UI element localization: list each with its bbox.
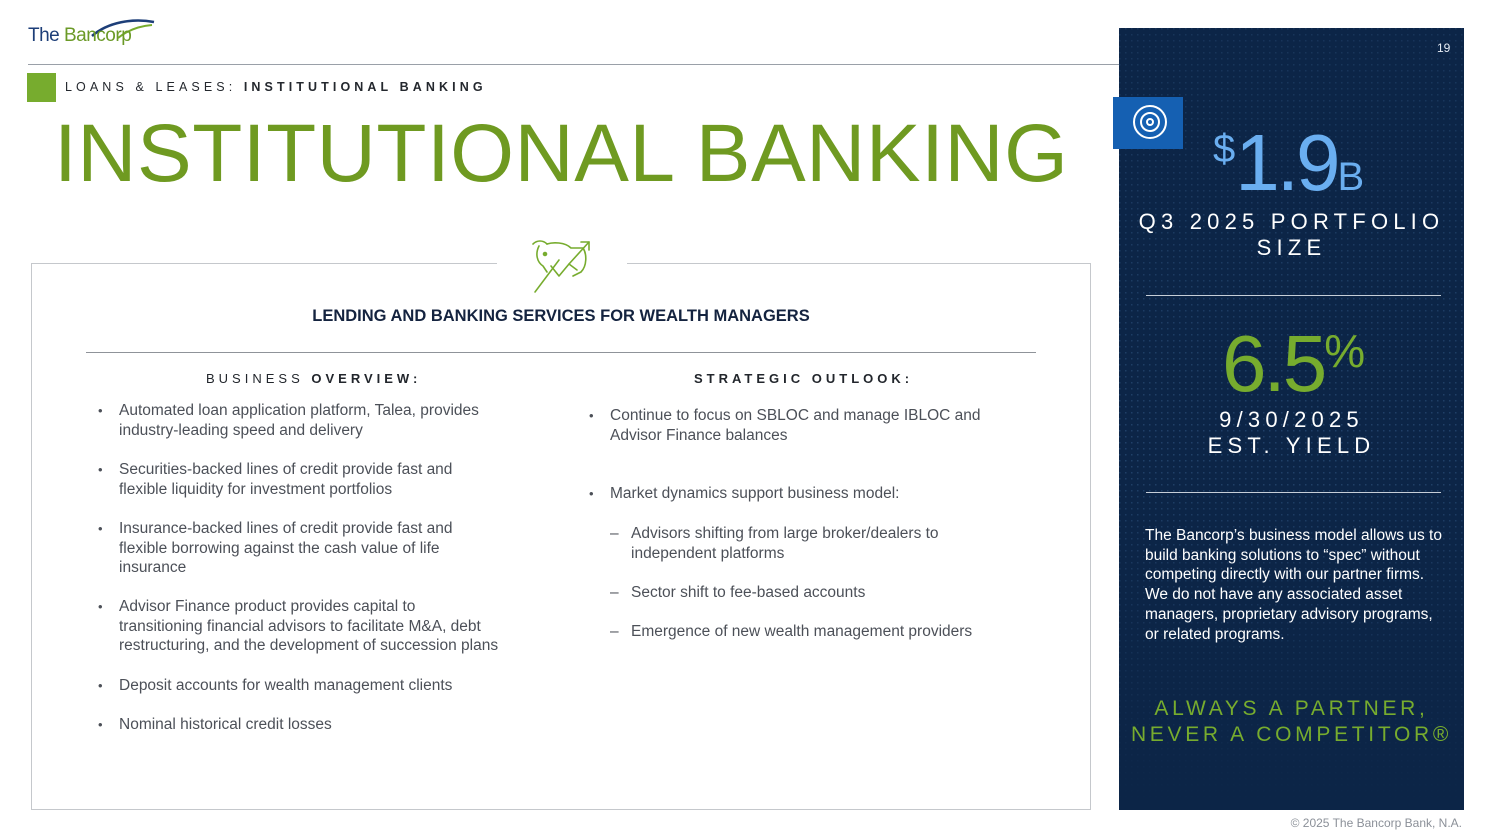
overview-line: Securities-backed lines of credit provide fast and — [119, 461, 453, 478]
overview-heading-bold: OVERVIEW: — [311, 371, 422, 386]
target-icon — [1113, 97, 1183, 149]
portfolio-size-value — [1213, 117, 1364, 209]
overview-line: restructuring, and the development of succession plans — [119, 637, 499, 655]
yield-value — [1222, 318, 1365, 410]
overview-line: industry-leading speed and delivery — [119, 421, 363, 439]
list-item — [98, 715, 332, 735]
tagline — [1119, 696, 1464, 748]
overview-line: Advisor Finance product provides capital to — [119, 598, 416, 615]
sub-line: independent platforms — [631, 544, 785, 562]
portfolio-unit: B — [1337, 155, 1365, 199]
section-prefix: LOANS & LEASES: — [65, 80, 244, 94]
panel-divider — [1146, 295, 1441, 296]
section-name: INSTITUTIONAL BANKING — [243, 80, 487, 94]
box-divider — [86, 352, 1036, 353]
list-item — [98, 460, 453, 499]
overview-line: flexible borrowing against the cash value of life — [119, 539, 440, 557]
copyright-footer: © 2025 The Bancorp Bank, N.A. — [1290, 816, 1462, 830]
overview-line: Automated loan application platform, Talea, provides — [119, 402, 479, 419]
yield-label-line: 9/30/2025 — [1219, 407, 1364, 432]
dash-marker: – — [610, 525, 619, 542]
overview-line: insurance — [119, 559, 187, 577]
list-item — [98, 519, 453, 578]
business-model-paragraph: The Bancorp’s business model allows us to build banking solutions to “spec” without competing directly with our partner firms. We do not have any associated asset managers, proprietary advisory programs, or related programs. — [1145, 527, 1442, 643]
overview-line: Nominal historical credit losses — [119, 716, 332, 733]
tagline-line: ALWAYS A PARTNER, — [1154, 697, 1429, 720]
list-item — [98, 676, 453, 696]
bullet-dot: • — [589, 408, 594, 423]
sub-line: Emergence of new wealth management providers — [631, 623, 973, 640]
bancorp-logo — [28, 16, 158, 60]
box-heading: LENDING AND BANKING SERVICES FOR WEALTH MANAGERS — [312, 307, 810, 325]
yield-unit: % — [1324, 325, 1366, 377]
yield-number: 6.5 — [1222, 319, 1325, 408]
list-item — [589, 484, 900, 504]
dash-marker: – — [610, 584, 619, 601]
bullet-dot: • — [98, 717, 103, 732]
overview-heading-light: BUSINESS — [206, 371, 312, 386]
sub-line: Advisors shifting from large broker/dealers to — [631, 525, 939, 542]
bullet-dot: • — [98, 403, 103, 418]
logo-word-bancorp: Bancorp — [64, 25, 132, 46]
yield-label — [1119, 407, 1464, 459]
tagline-line: NEVER A COMPETITOR® — [1130, 723, 1453, 746]
yield-label-line: EST. YIELD — [1207, 433, 1376, 458]
outlook-line: Advisor Finance balances — [610, 426, 788, 444]
portfolio-label-line: SIZE — [1256, 235, 1327, 260]
portfolio-label-line: Q3 2025 PORTFOLIO — [1138, 209, 1445, 234]
overview-line: Insurance-backed lines of credit provide fast and — [119, 520, 453, 537]
overview-line: Deposit accounts for wealth management clients — [119, 677, 453, 694]
strategic-outlook-heading: STRATEGIC OUTLOOK: — [694, 371, 914, 386]
dash-marker: – — [610, 623, 619, 640]
outlook-line: Market dynamics support business model: — [610, 485, 900, 502]
sub-list-item — [610, 524, 939, 563]
bullet-dot: • — [98, 599, 103, 614]
panel-divider — [1146, 492, 1441, 493]
page-title: INSTITUTIONAL BANKING — [54, 108, 1069, 199]
overview-line: transitioning financial advisors to facilitate M&A, debt — [119, 617, 481, 635]
list-item — [98, 597, 499, 656]
list-item — [589, 406, 981, 445]
target-icon-tile — [1113, 97, 1183, 149]
page-number: 19 — [1437, 41, 1451, 55]
currency-symbol: $ — [1213, 127, 1236, 171]
section-marker — [27, 73, 56, 102]
bullet-dot: • — [589, 486, 594, 501]
business-overview-heading — [206, 371, 421, 386]
logo-word-the: The — [28, 25, 60, 46]
portfolio-size-label — [1119, 209, 1464, 261]
portfolio-number: 1.9 — [1235, 118, 1338, 207]
list-item — [98, 401, 479, 440]
bullet-dot: • — [98, 521, 103, 536]
header-divider — [28, 64, 1120, 65]
bullet-dot: • — [98, 462, 103, 477]
section-label — [65, 80, 487, 94]
bullet-dot: • — [98, 678, 103, 693]
sub-list-item — [610, 583, 866, 603]
sub-line: Sector shift to fee-based accounts — [631, 584, 866, 601]
outlook-line: Continue to focus on SBLOC and manage IBLOC and — [610, 407, 981, 424]
bull-chart-icon — [529, 236, 593, 294]
sub-list-item — [610, 622, 973, 642]
overview-line: flexible liquidity for investment portfolios — [119, 480, 393, 498]
